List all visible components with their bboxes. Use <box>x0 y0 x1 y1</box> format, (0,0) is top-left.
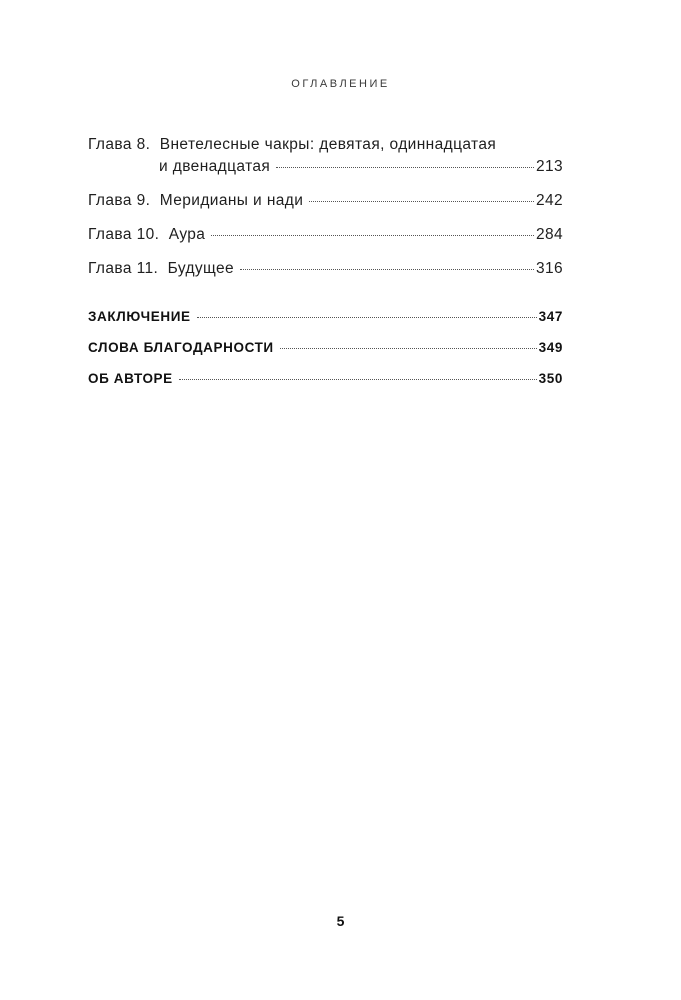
section-title: СЛОВА БЛАГОДАРНОСТИ <box>88 340 274 355</box>
page-number: 242 <box>535 192 563 209</box>
dot-leader <box>211 234 534 236</box>
dot-leader <box>197 316 537 318</box>
chapter-title-text: Будущее <box>167 260 235 277</box>
section-title: ОБ АВТОРЕ <box>88 371 173 386</box>
toc-entry-about-author[interactable] <box>88 368 563 390</box>
chapter-label: Глава 10. <box>88 226 160 243</box>
chapter-title-text: Меридианы и нади <box>159 192 304 209</box>
page-number: 350 <box>538 371 563 386</box>
chapter-title-continued: и двенадцатая <box>159 158 271 175</box>
chapter-label: Глава 9. <box>88 192 151 209</box>
page-number: 284 <box>535 226 563 243</box>
dot-leader <box>240 268 534 270</box>
page-folio: 5 <box>336 913 345 929</box>
dot-leader <box>276 166 534 168</box>
chapter-title: Внетелесные чакры: девятая, одиннадцатая <box>159 136 497 153</box>
dot-leader <box>179 378 537 380</box>
page-number: 213 <box>535 158 563 175</box>
chapter-label: Глава 8. <box>88 136 151 153</box>
running-head: ОГЛАВЛЕНИЕ <box>291 78 390 90</box>
chapter-title <box>88 190 303 212</box>
table-of-contents <box>88 134 563 390</box>
toc-entry-chapter-11[interactable] <box>88 258 563 280</box>
toc-entry-chapter-9[interactable] <box>88 190 563 212</box>
toc-entry-chapter-8-line1[interactable] <box>88 134 563 156</box>
toc-entry-conclusion[interactable] <box>88 306 563 328</box>
chapter-title <box>88 224 205 246</box>
chapter-title-text: Аура <box>168 226 206 243</box>
page-number: 349 <box>538 340 563 355</box>
chapter-title <box>88 258 234 280</box>
dot-leader <box>280 347 537 349</box>
page-number: 347 <box>538 309 563 324</box>
dot-leader <box>309 200 534 202</box>
page-number: 316 <box>535 260 563 277</box>
toc-entry-chapter-8[interactable] <box>88 156 563 178</box>
chapter-label: Глава 11. <box>88 260 159 277</box>
toc-entry-acknowledgements[interactable] <box>88 337 563 359</box>
section-title: ЗАКЛЮЧЕНИЕ <box>88 309 191 324</box>
toc-entry-chapter-10[interactable] <box>88 224 563 246</box>
